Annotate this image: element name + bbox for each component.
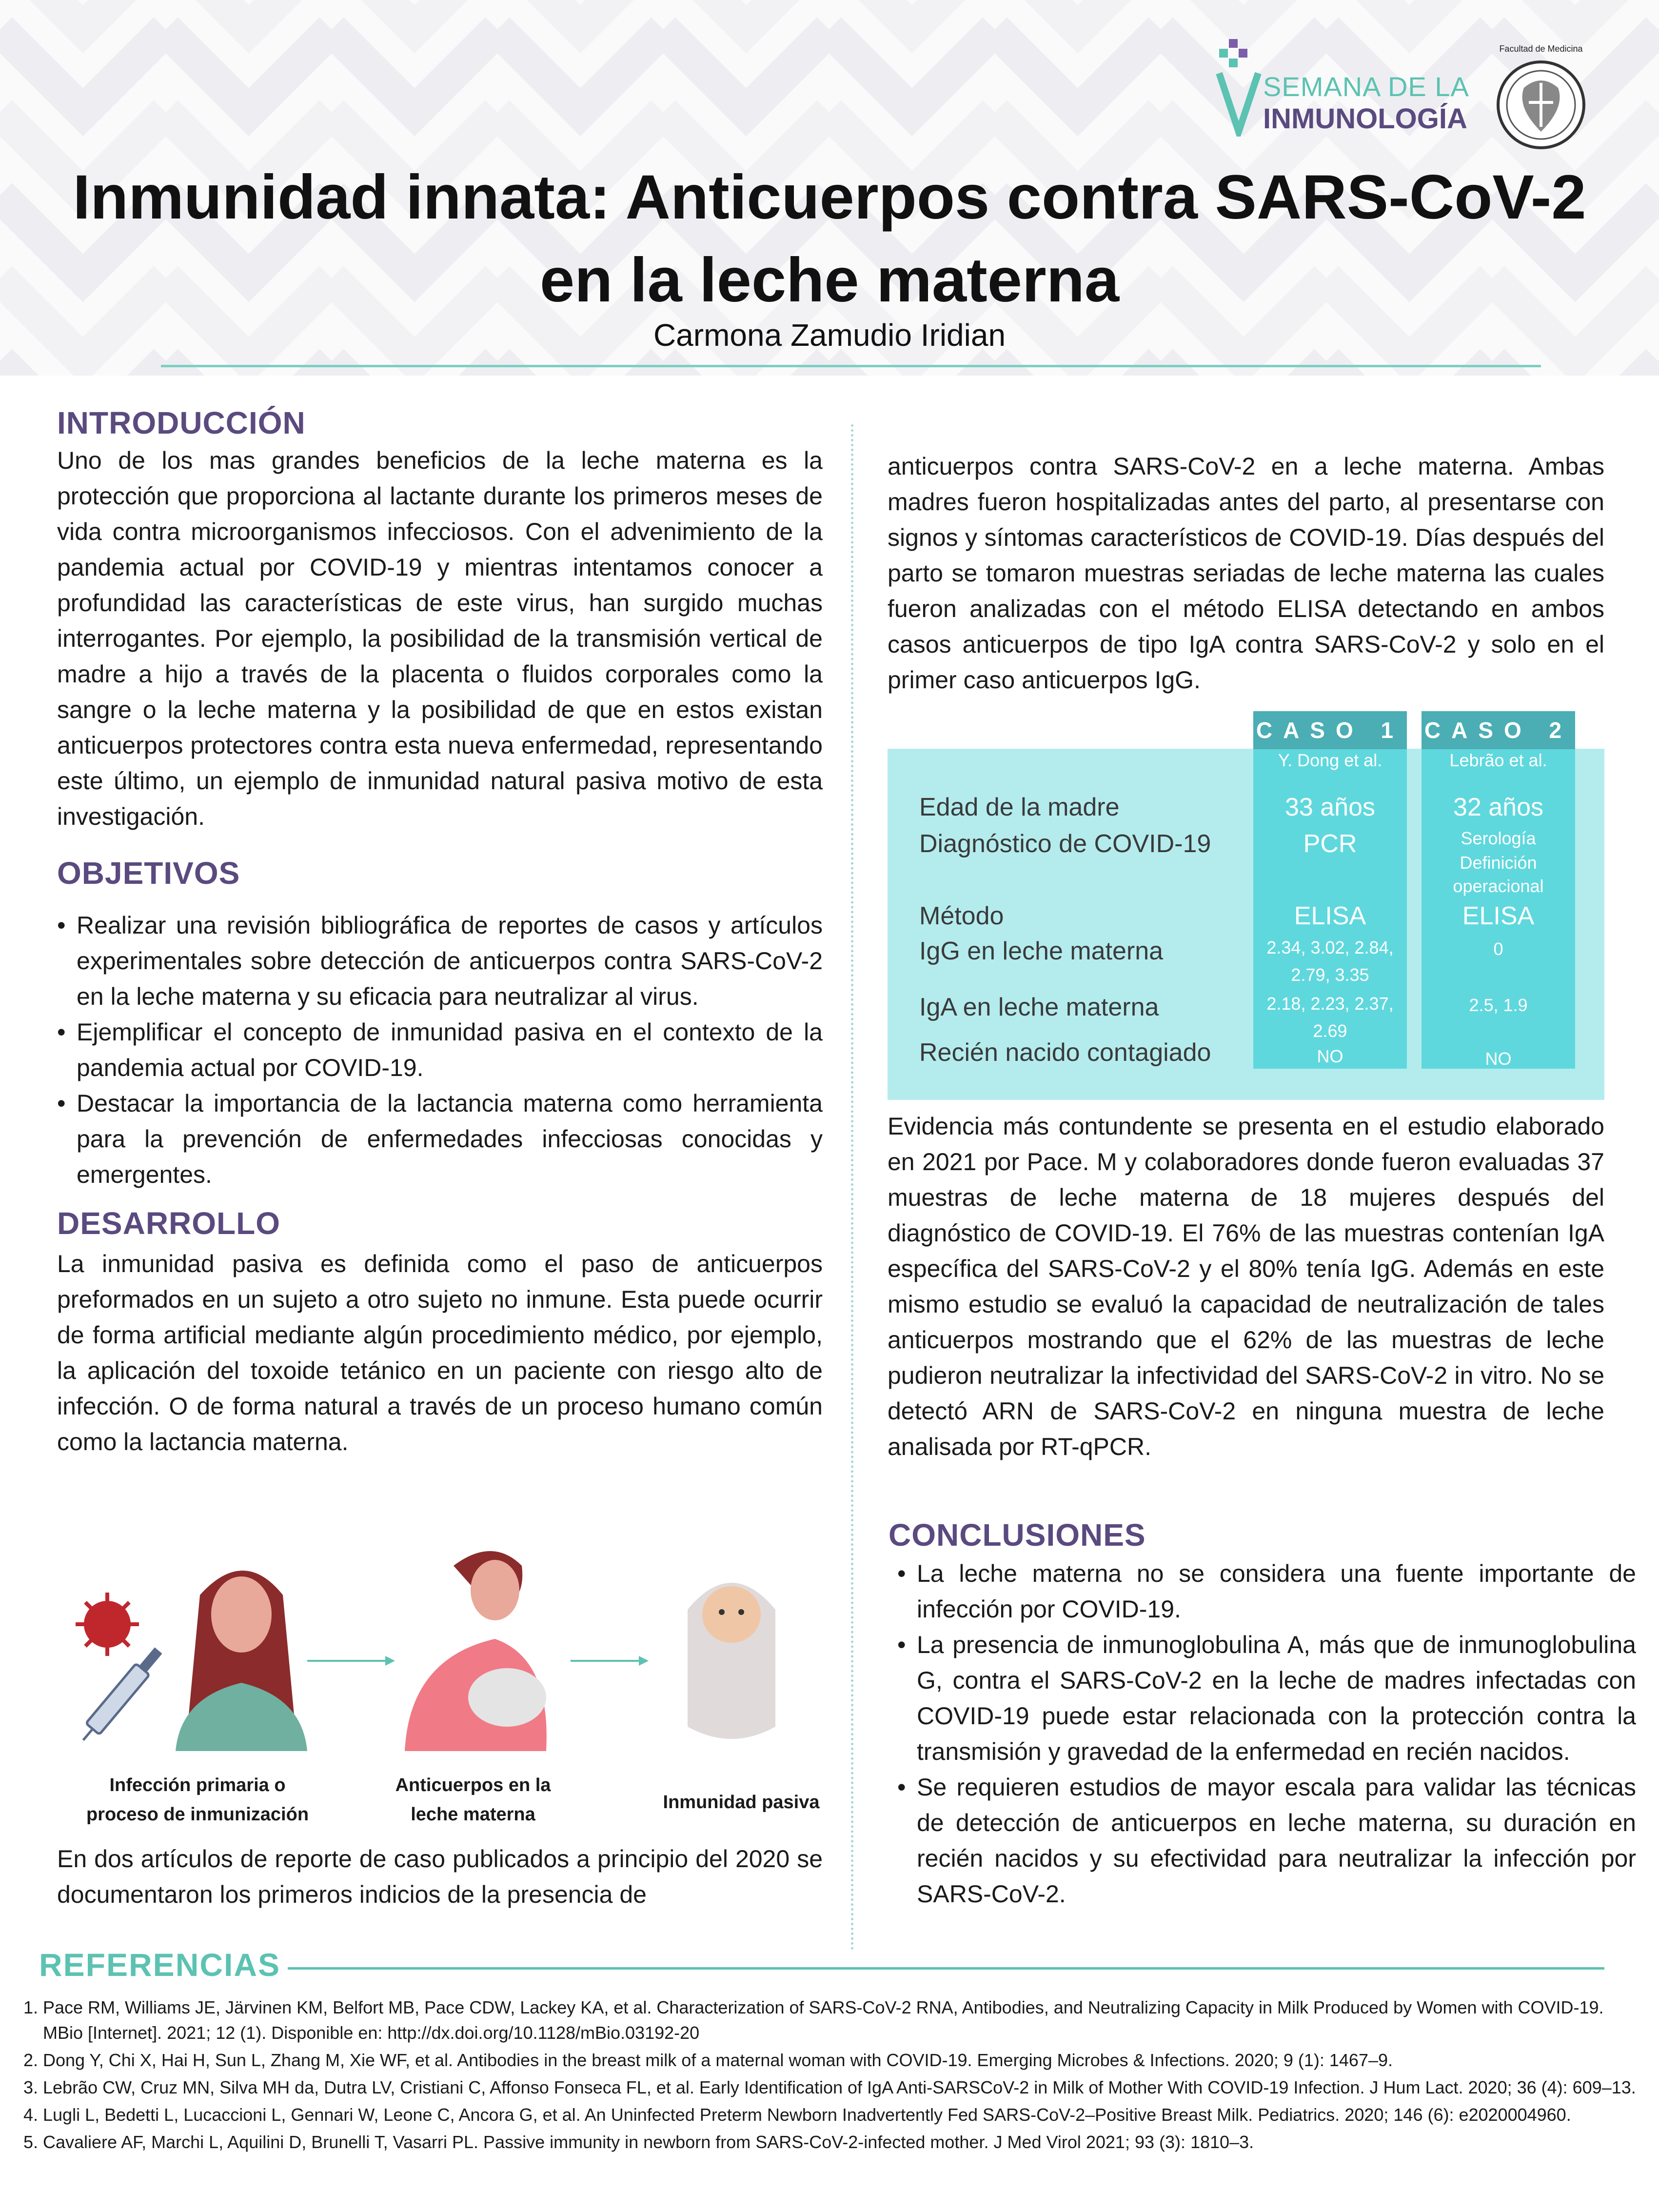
case-1-iga: 2.18, 2.23, 2.37, 2.69 bbox=[1266, 994, 1394, 1041]
breastfeeding-mother-icon bbox=[405, 1551, 547, 1751]
desarrollo-text-4: Evidencia más contundente se presenta en el estudio elaborado en 2021 por Pace. M y colaboradores donde fueron evaluadas 37 muestras de leche materna de 18 mujeres después del diagnóstico de COVID-19. El 76% de las muestras contenían IgA específica del SARS-CoV-2 y el 80% tenía IgG. Además en este mismo estudio se evaluó la capacidad de neutralización de tales anticuerpos mostrando que el 62% de las muestras de leche pudieron neutralizar la infectividad del SARS-CoV-2 in vitro. No se detectó ARN de SARS-CoV-2 en ninguna muestra de leche analisada por RT-qPCR. bbox=[888, 1113, 1604, 1460]
reference-text: Dong Y, Chi X, Hai H, Sun L, Zhang M, Xie WF, et al. Antibodies in the breast milk of a maternal woman with COVID-19. Emerging Microbes & Infections. 2020; 9 (1): 1467–9. bbox=[43, 2050, 1393, 2070]
objetivo-item: • Destacar la importancia de la lactancia materna como herramienta para la prevención de enfermedades infecciosas conocidas y emergentes. bbox=[77, 1086, 823, 1193]
objetivo-item: • Ejemplificar el concepto de inmunidad pasiva en el contexto de la pandemia actual por COVID-19. bbox=[77, 1015, 823, 1086]
row-label-edad: Edad de la madre bbox=[919, 793, 1120, 821]
semana-inmunologia-logo bbox=[1209, 29, 1473, 141]
poster-title bbox=[0, 156, 1659, 322]
case-2-diag-2: Definición operacional bbox=[1453, 853, 1544, 896]
desarrollo-text: La inmunidad pasiva es definida como el paso de anticuerpos preformados en un sujeto a otro sujeto no inmune. Esta puede ocurrir de forma artificial mediante algún procedimiento médico, por ejemplo, la aplicación del toxoide tetánico en un paciente con riesgo alto de infección. O de forma natural a través de un proceso humano común como la lactancia materna. bbox=[57, 1250, 823, 1455]
reference-item bbox=[10, 2102, 1639, 2128]
reference-text: Cavaliere AF, Marchi L, Aquilini D, Brunelli T, Vasarri PL. Passive immunity in newborn from SARS-CoV-2-infected mother. J Med Virol 2021; 93 (3): 1810–3. bbox=[43, 2132, 1254, 2152]
referencias-heading: REFERENCIAS bbox=[39, 1947, 281, 1983]
logo-v-icon bbox=[1209, 39, 1268, 137]
reference-text: Pace RM, Williams JE, Järvinen KM, Belfort MB, Pace CDW, Lackey KA, et al. Characterization of SARS-CoV-2 RNA, Antibodies, and Neutralizing Capacity in Milk Produced by Women with COVID-19. MBio [Internet]. 2021; 12 (1). Disponible en: http://dx.doi.org/10.1128/mBio.03192-20 bbox=[43, 1997, 1604, 2043]
row-label-metodo: Método bbox=[919, 902, 1004, 930]
case-1-edad: 33 años bbox=[1284, 793, 1376, 821]
row-label-diagnostico: Diagnóstico de COVID-19 bbox=[919, 830, 1211, 858]
reference-number: 1. bbox=[23, 1997, 39, 2017]
row-label-iga: IgA en leche materna bbox=[919, 993, 1159, 1021]
conclusion-item: • La leche materna no se considera una fuente importante de infección por COVID-19. bbox=[917, 1556, 1636, 1627]
passive-immunity-illustration bbox=[54, 1536, 824, 1751]
logo-line2: INMUNOLOGÍA bbox=[1263, 103, 1467, 135]
caption-infeccion: Infección primaria o proceso de inmunización bbox=[86, 1775, 309, 1825]
reference-number: 3. bbox=[23, 2077, 39, 2097]
referencias-divider bbox=[288, 1967, 1604, 1970]
introduccion-heading: INTRODUCCIÓN bbox=[57, 405, 306, 440]
objetivo-item: • Realizar una revisión bibliográfica de reportes de casos y artículos experimentales sobre detección de anticuerpos contra SARS-CoV-2 en la leche materna y su eficacia para neutralizar al virus. bbox=[77, 908, 823, 1015]
case-1-metodo: ELISA bbox=[1294, 902, 1366, 930]
reference-text: Lugli L, Bedetti L, Lucaccioni L, Gennari W, Leone C, Ancora G, et al. An Uninfected Preterm Newborn Inadvertently Fed SARS-CoV-2–Positive Breast Milk. Pediatrics. 2020; 146 (6): e2020004960. bbox=[43, 2105, 1571, 2125]
conclusion-item: • Se requieren estudios de mayor escala para validar las técnicas de detección de anticuerpos en leche materna, su duración en recién nacidos y su efectividad para neutralizar la infección por SARS-CoV-2. bbox=[917, 1770, 1636, 1912]
title-line-2: en la leche materna bbox=[539, 245, 1120, 315]
newborn-baby-icon bbox=[688, 1583, 775, 1739]
objetivos-list bbox=[57, 908, 823, 1193]
case-1-rn: NO bbox=[1317, 1046, 1343, 1066]
reference-number: 5. bbox=[23, 2132, 39, 2152]
references-list bbox=[10, 1995, 1639, 2157]
introduccion-text: Uno de los mas grandes beneficios de la leche materna es la protección que proporciona al lactante durante los primeros meses de vida contra microorganismos infecciosos. Con el advenimiento de la pandemia actual por COVID-19 y mientras intentamos conocer a profundidad las características de este virus, han surgido muchas interrogantes. Por ejemplo, la posibilidad de la transmisión vertical de madre a hijo a través de la placenta o fluidos corporales como la sangre o la leche materna y la posibilidad de que en estos existan anticuerpos protectores contra esta nueva enfermedad, representando este último, un ejemplo de inmunidad natural pasiva motivo de esta investigación. bbox=[57, 447, 823, 830]
left-column bbox=[57, 405, 823, 1460]
desarrollo-text-2: En dos artículos de reporte de caso publicados a principio del 2020 se documentaron los primeros indicios de la presencia de bbox=[57, 1845, 823, 1908]
case-2-edad: 32 años bbox=[1453, 793, 1544, 821]
case-2-ref: Lebrão et al. bbox=[1449, 750, 1547, 770]
faculty-label: Facultad de Medicina bbox=[1499, 44, 1583, 54]
reference-number: 4. bbox=[23, 2105, 39, 2125]
case-2-diag-1: Serología bbox=[1461, 828, 1536, 848]
objetivos-heading: OBJETIVOS bbox=[57, 856, 240, 891]
title-divider bbox=[161, 365, 1541, 367]
syringe-icon bbox=[77, 1645, 165, 1746]
conclusion-item: • La presencia de inmunoglobulina A, más que de inmunoglobulina G, contra el SARS-CoV-2 en la leche de madres infectadas con COVID-19 puede estar relacionada con la protección contra la transmisión y gravedad de la enfermedad en recién nacidos. bbox=[917, 1627, 1636, 1770]
case-1-header: CASO 1 bbox=[1253, 711, 1407, 749]
infected-woman-icon bbox=[176, 1571, 307, 1751]
title-line-1: Inmunidad innata: Anticuerpos contra SARS-CoV-2 bbox=[73, 162, 1586, 232]
caption-inmunidad: Inmunidad pasiva bbox=[663, 1792, 820, 1813]
desarrollo-text-3: anticuerpos contra SARS-CoV-2 en a leche materna. Ambas madres fueron hospitalizadas antes del parto, al presentarse con signos y síntomas característicos de COVID-19. Días después del parto se tomaron muestras seriadas de leche materna las cuales fueron analizadas con el método ELISA detectando en ambos casos anticuerpos de tipo IgA contra SARS-CoV-2 y solo en el primer caso anticuerpos IgG. bbox=[888, 453, 1604, 694]
case-1-diag: PCR bbox=[1303, 830, 1357, 858]
row-label-rn: Recién nacido contagiado bbox=[919, 1038, 1211, 1067]
caption-anticuerpos: Anticuerpos en la leche materna bbox=[395, 1775, 551, 1825]
reference-item bbox=[10, 2075, 1639, 2100]
conclusiones-list bbox=[897, 1556, 1636, 1912]
conclusiones-heading: CONCLUSIONES bbox=[889, 1517, 1146, 1553]
case-2-header: CASO 2 bbox=[1422, 711, 1575, 749]
faculty-seal-icon bbox=[1495, 59, 1587, 151]
reference-item bbox=[10, 1995, 1639, 2046]
reference-item bbox=[10, 2048, 1639, 2073]
reference-text: Lebrão CW, Cruz MN, Silva MH da, Dutra LV, Cristiani C, Affonso Fonseca FL, et al. Early Identification of IgA Anti-SARSCoV-2 in Milk of Mother With COVID-19 Infection. J Hum Lact. 2020; 36 (4): 609–13. bbox=[43, 2077, 1636, 2097]
row-label-igg: IgG en leche materna bbox=[919, 937, 1164, 965]
facultad-medicina-logo bbox=[1492, 29, 1590, 146]
case-1-igg: 2.34, 3.02, 2.84, 2.79, 3.35 bbox=[1266, 937, 1394, 985]
case-2-iga: 2.5, 1.9 bbox=[1469, 995, 1528, 1015]
case-2-metodo: ELISA bbox=[1462, 902, 1535, 930]
reference-item bbox=[10, 2130, 1639, 2155]
reference-number: 2. bbox=[23, 2050, 39, 2070]
case-1-ref: Y. Dong et al. bbox=[1278, 750, 1382, 770]
column-divider bbox=[851, 424, 853, 1951]
logo-line1: SEMANA DE LA bbox=[1263, 71, 1469, 102]
case-2-rn: NO bbox=[1485, 1049, 1512, 1069]
virus-icon bbox=[76, 1593, 139, 1656]
case-2-igg: 0 bbox=[1493, 939, 1503, 959]
desarrollo-heading: DESARROLLO bbox=[57, 1206, 280, 1241]
author-name: Carmona Zamudio Iridian bbox=[653, 318, 1006, 353]
